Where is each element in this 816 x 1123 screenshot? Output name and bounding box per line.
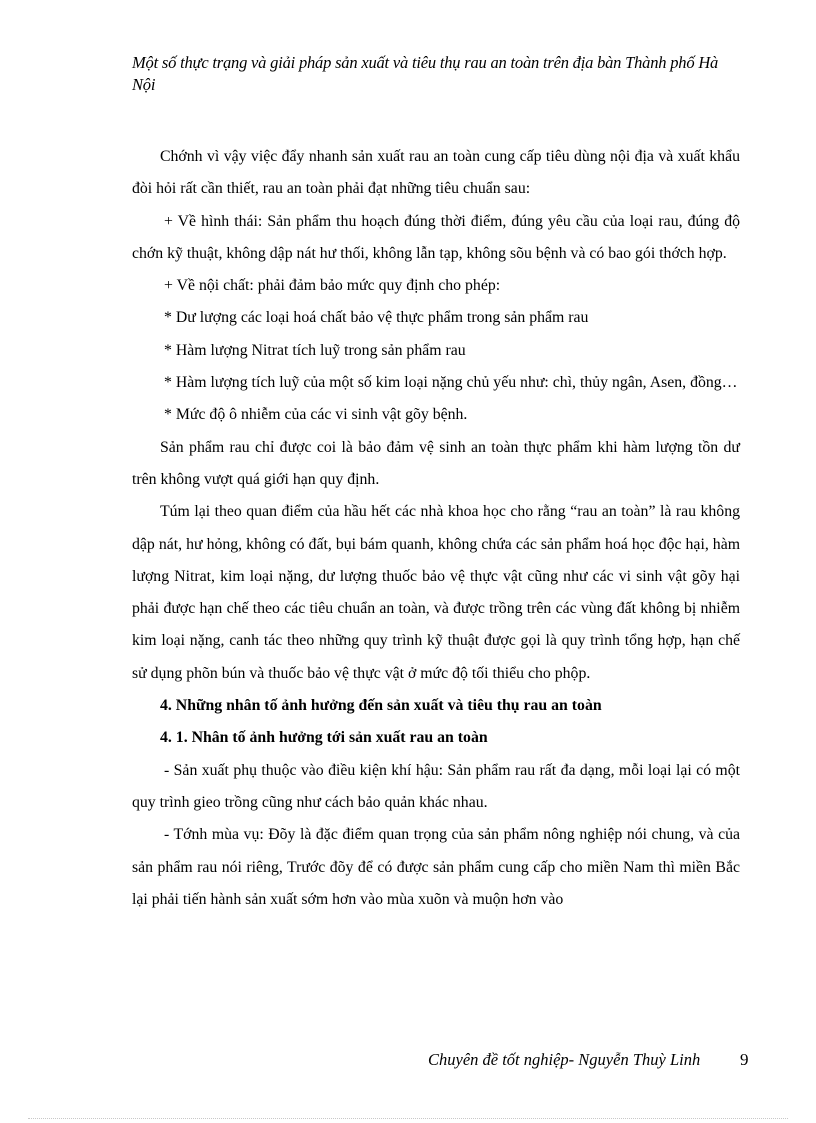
list-item: - Sản xuất phụ thuộc vào điều kiện khí hậu: Sản phẩm rau rất đa dạng, mỗi loại lại có một quy trình gieo trồng cũng như cách bảo quản khác nhau. <box>132 761 740 811</box>
footer-text: Chuyên đề tốt nghiệp- Nguyễn Thuỳ Linh <box>428 1050 701 1069</box>
page-number: 9 <box>740 1050 749 1069</box>
list-item: * Dư lượng các loại hoá chất bảo vệ thực phẩm trong sản phẩm rau <box>164 309 589 327</box>
paragraph: Sản phẩm rau chỉ được coi là bảo đảm vệ sinh an toàn thực phẩm khi hàm lượng tồn dư trên không vượt quá giới hạn quy định. <box>132 438 740 488</box>
list-item: * Mức độ ô nhiễm của các vi sinh vật gõy bệnh. <box>164 406 468 424</box>
list-item: * Hàm lượng tích luỹ của một số kim loại nặng chủ yếu như: chì, thủy ngân, Asen, đồng… <box>164 374 738 392</box>
list-item: + Về hình thái: Sản phẩm thu hoạch đúng thời điểm, đúng yêu cầu của loại rau, đúng độ chớn kỹ thuật, không dập nát hư thối, không lẫn tạp, không sõu bệnh và có bao gói thớch hợp. <box>132 212 740 262</box>
page-divider <box>28 1118 788 1119</box>
subsection-heading: 4. 1. Nhân tố ảnh hưởng tới sản xuất rau an toàn <box>160 729 488 747</box>
running-header: Một số thực trạng và giải pháp sản xuất và tiêu thụ rau an toàn trên địa bàn Thành phố Hà Nội <box>132 53 719 94</box>
document-body <box>132 141 740 916</box>
section-heading: 4. Những nhân tố ảnh hưởng đến sản xuất và tiêu thụ rau an toàn <box>160 697 602 715</box>
list-item: * Hàm lượng Nitrat tích luỹ trong sản phẩm rau <box>164 341 466 359</box>
list-item: - Tớnh mùa vụ: Đõy là đặc điểm quan trọng của sản phẩm nông nghiệp nói chung, và của sản phẩm rau nói riêng, Trước đõy để có được sản phẩm cung cấp cho miền Nam thì miền Bắc lại phải tiến hành sản xuất sớm hơn vào mùa xuõn và muộn hơn vào <box>132 826 740 908</box>
paragraph: Chớnh vì vậy việc đẩy nhanh sản xuất rau an toàn cung cấp tiêu dùng nội địa và xuất khẩu đòi hỏi rất cần thiết, rau an toàn phải đạt những tiêu chuẩn sau: <box>132 148 740 198</box>
paragraph: Túm lại theo quan điểm của hầu hết các nhà khoa học cho rằng “rau an toàn” là rau không dập nát, hư hỏng, không có đất, bụi bám quanh, không chứa các sản phẩm hoá học độc hại, hàm lượng Nitrat, kim loại nặng, dư lượng thuốc bảo vệ thực vật cũng như các vi sinh vật gõy hại phải được hạn chế theo các tiêu chuẩn an toàn, và được trồng trên các vùng đất không bị nhiễm kim loại nặng, canh tác theo những quy trình kỹ thuật được gọi là quy trình tổng hợp, hạn chế sử dụng phõn bún và thuốc bảo vệ thực vật ở mức độ tối thiểu cho phộp. <box>132 503 740 682</box>
list-item: + Về nội chất: phải đảm bảo mức quy định cho phép: <box>164 277 501 295</box>
